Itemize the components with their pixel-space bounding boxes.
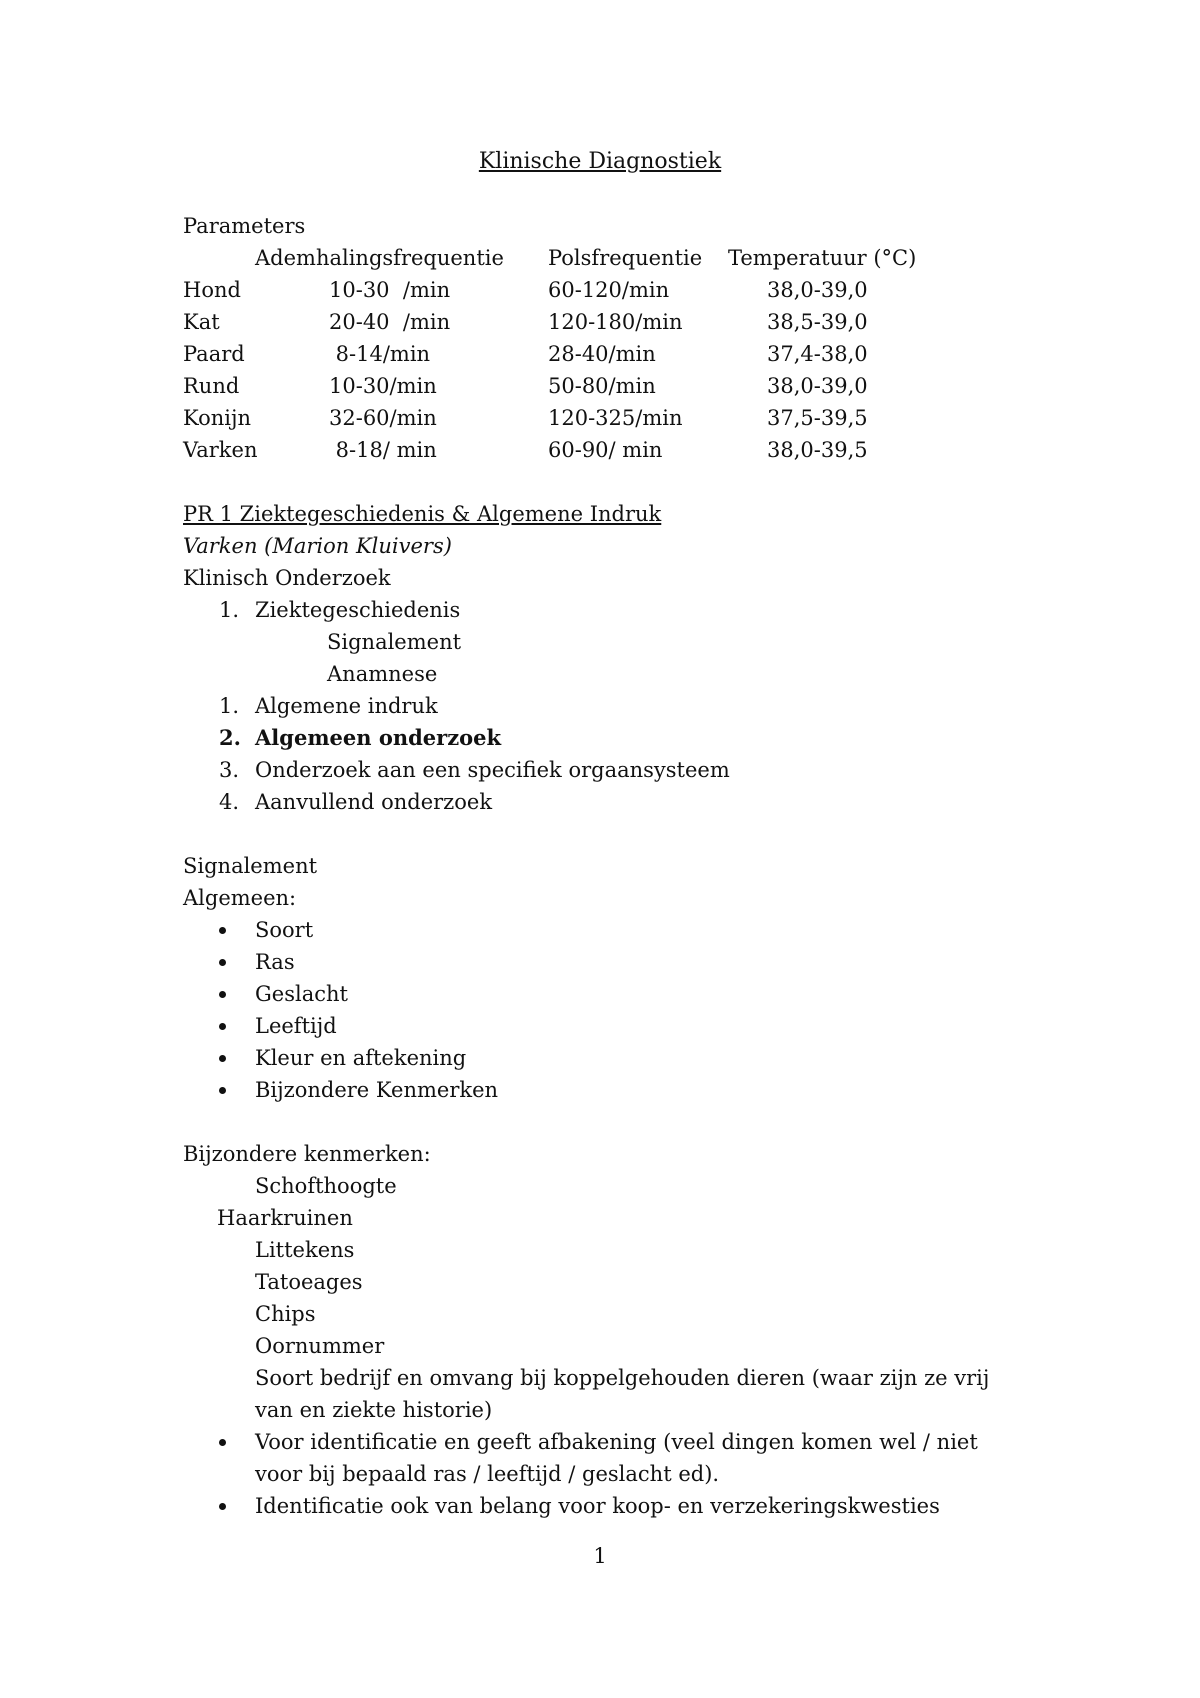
kenmerk-text: Soort bedrijf en omvang bij koppelgehouden dieren (waar zijn ze vrij van en ziekte historie)	[255, 1366, 990, 1422]
table-row	[183, 306, 1043, 338]
pulse-cell: 28-40/min	[548, 342, 656, 366]
section-subheading: Varken (Marion Kluivers)	[183, 534, 452, 558]
kenmerk-item: Schofthoogte	[255, 1174, 397, 1198]
bullet-label: Kleur en aftekening	[255, 1046, 467, 1070]
bullet-label: Leeftijd	[255, 1014, 337, 1038]
temp-cell: 38,0-39,0	[767, 374, 868, 398]
bullet-label: Soort	[255, 918, 314, 942]
signalement-sub: Algemeen:	[183, 886, 297, 910]
kenmerk-item: Oornummer	[255, 1334, 385, 1358]
bullet-icon	[219, 927, 226, 934]
bullet-label: Geslacht	[255, 982, 348, 1006]
resp-cell: 10-30/min	[329, 374, 437, 398]
table-row	[183, 338, 1043, 370]
bullet-icon	[219, 991, 226, 998]
pulse-cell: 50-80/min	[548, 374, 656, 398]
table-row	[183, 370, 1043, 402]
pulse-cell: 60-120/min	[548, 278, 670, 302]
list-number: 3.	[219, 758, 240, 782]
table-row	[183, 434, 1043, 466]
section-klinisch-onderzoek: Klinisch Onderzoek	[183, 566, 391, 590]
list-label: Onderzoek aan een specifiek orgaansysteem	[255, 758, 730, 782]
bullet-item	[183, 1010, 1043, 1042]
bullet-icon	[219, 1503, 226, 1510]
signalement-heading: Signalement	[183, 854, 318, 878]
temp-cell: 37,4-38,0	[767, 342, 868, 366]
list-number: 2.	[219, 725, 241, 750]
pulse-cell: 120-325/min	[548, 406, 683, 430]
bullet-item	[183, 1426, 1043, 1490]
bullet-item	[183, 978, 1043, 1010]
bijzondere-kenmerken-heading: Bijzondere kenmerken:	[183, 1142, 431, 1166]
bullet-label: Bijzondere Kenmerken	[255, 1078, 499, 1102]
sub-item-signalement: Signalement	[327, 630, 462, 654]
list-number: 1.	[219, 598, 240, 622]
table-row	[183, 402, 1043, 434]
animal-cell: Rund	[183, 374, 240, 398]
kenmerk-item: Chips	[255, 1302, 316, 1326]
list-item	[183, 722, 1043, 754]
bullet-icon	[219, 1023, 226, 1030]
animal-cell: Hond	[183, 278, 241, 302]
bullet-label: Identificatie ook van belang voor koop- en verzekeringskwesties	[255, 1494, 940, 1518]
bullet-icon	[219, 1439, 226, 1446]
kenmerk-item: Tatoeages	[255, 1270, 363, 1294]
temp-cell: 38,5-39,0	[767, 310, 868, 334]
page-title: Klinische Diagnostiek	[478, 149, 722, 174]
bullet-item	[183, 946, 1043, 978]
column-header-temp: Temperatuur (°C)	[728, 246, 917, 270]
bullet-label: Ras	[255, 950, 295, 974]
bullet-item	[183, 1042, 1043, 1074]
pulse-cell: 120-180/min	[548, 310, 683, 334]
animal-cell: Paard	[183, 342, 245, 366]
list-item	[183, 690, 1043, 722]
resp-cell: 32-60/min	[329, 406, 437, 430]
document-body	[183, 210, 1043, 1522]
list-label: Ziektegeschiedenis	[255, 598, 461, 622]
resp-cell: 8-18/ min	[329, 438, 437, 462]
resp-cell: 20-40 /min	[329, 310, 451, 334]
kenmerk-item: Littekens	[255, 1238, 355, 1262]
bullet-item	[183, 1074, 1043, 1106]
bullet-item	[183, 1490, 1043, 1522]
resp-cell: 10-30 /min	[329, 278, 451, 302]
sub-item-anamnese: Anamnese	[327, 662, 438, 686]
list-label: Algemeen onderzoek	[255, 725, 502, 750]
parameters-heading: Parameters	[183, 214, 306, 238]
temp-cell: 37,5-39,5	[767, 406, 868, 430]
kenmerk-item: Haarkruinen	[217, 1206, 353, 1230]
animal-cell: Kat	[183, 310, 220, 334]
page-number: 1	[593, 1544, 607, 1568]
pulse-cell: 60-90/ min	[548, 438, 663, 462]
animal-cell: Konijn	[183, 406, 252, 430]
column-header-resp: Ademhalingsfrequentie	[255, 246, 504, 270]
bullet-icon	[219, 959, 226, 966]
list-number: 4.	[219, 790, 240, 814]
bullet-label: Voor identificatie en geeft afbakening (veel dingen komen wel / niet voor bij bepaald ras / leeftijd / geslacht ed).	[255, 1430, 978, 1486]
temp-cell: 38,0-39,5	[767, 438, 868, 462]
table-row	[183, 274, 1043, 306]
list-item	[183, 594, 1043, 626]
animal-cell: Varken	[183, 438, 258, 462]
list-number: 1.	[219, 694, 240, 718]
bullet-icon	[219, 1087, 226, 1094]
section-heading-pr1: PR 1 Ziektegeschiedenis & Algemene Indruk	[183, 502, 662, 526]
parameters-header-row	[183, 242, 1043, 274]
list-label: Aanvullend onderzoek	[255, 790, 493, 814]
list-item	[183, 786, 1043, 818]
temp-cell: 38,0-39,0	[767, 278, 868, 302]
list-item	[183, 754, 1043, 786]
kenmerk-item-long	[183, 1362, 1043, 1426]
resp-cell: 8-14/min	[329, 342, 431, 366]
column-header-pulse: Polsfrequentie	[548, 246, 703, 270]
bullet-icon	[219, 1055, 226, 1062]
list-label: Algemene indruk	[255, 694, 438, 718]
bullet-item	[183, 914, 1043, 946]
